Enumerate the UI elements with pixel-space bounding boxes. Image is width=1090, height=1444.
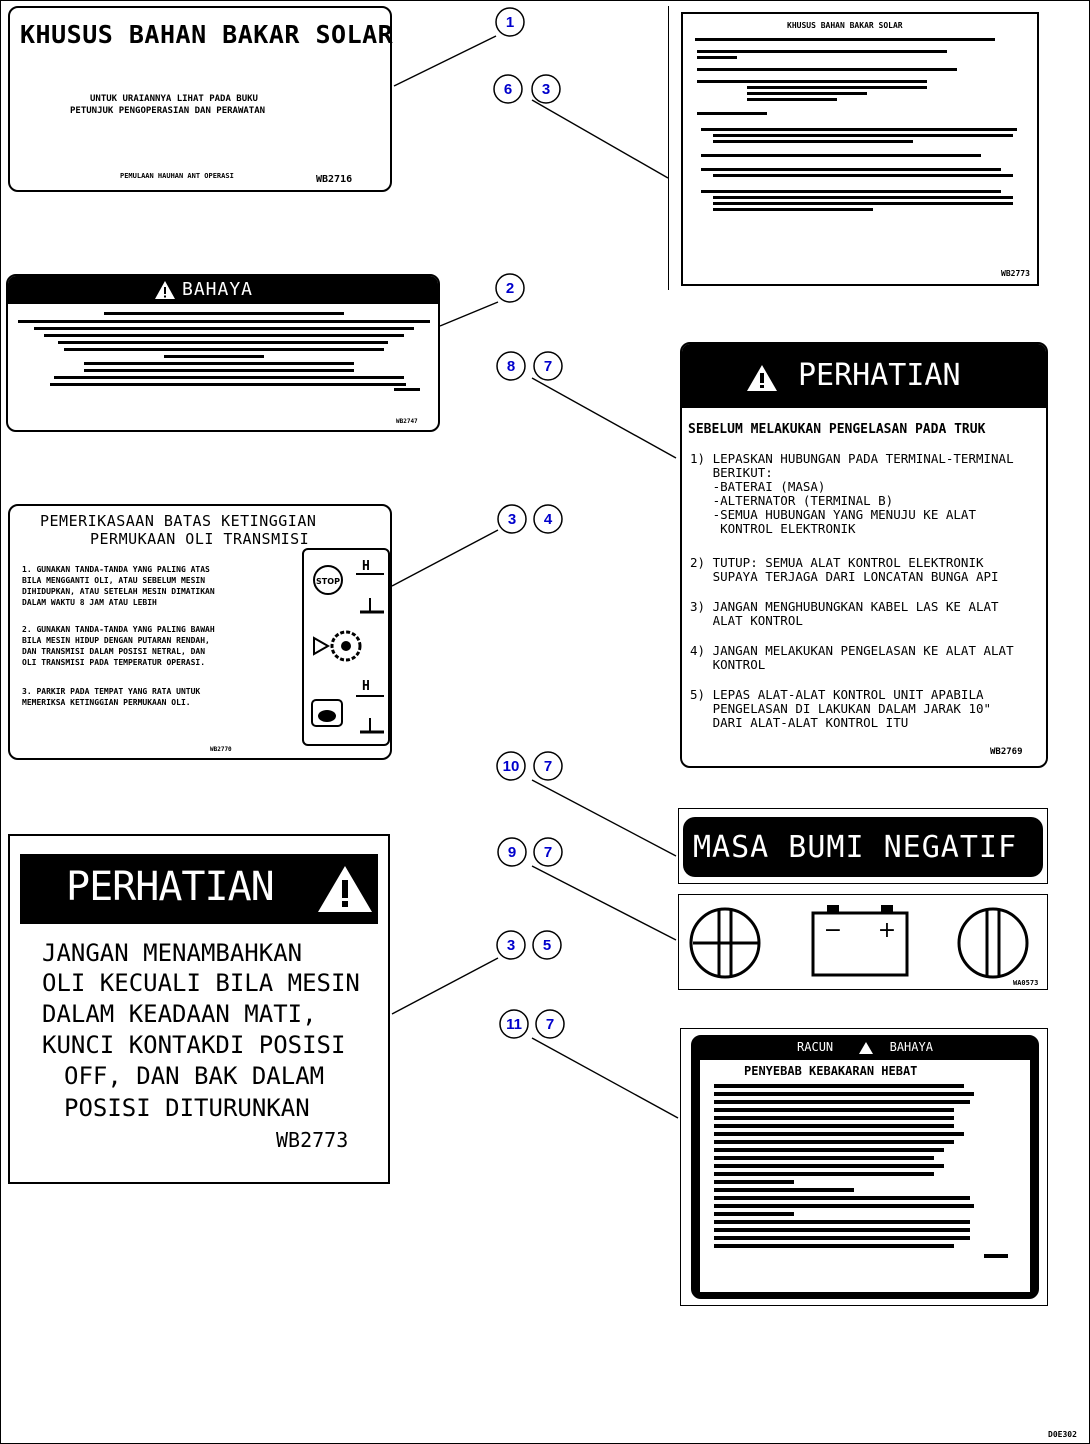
decal-oil-caution: [8, 834, 390, 1184]
caution-title: PERHATIAN: [66, 864, 274, 910]
decal-solar-instructions: [681, 12, 1039, 286]
poison-header-left: RACUN: [797, 1040, 834, 1054]
decal-footer: PEMULAAN HAUHAN ANT OPERASI: [120, 172, 234, 180]
decal-title: PEMERIKASAAN BATAS KETINGGIAN: [40, 512, 317, 530]
decal-text: 2. GUNAKAN TANDA-TANDA YANG PALING BAWAH BILA MESIN HIDUP DENGAN PUTARAN RENDAH, DAN TRANSMISI DALAM POSISI NETRAL, DAN OLI TRANSMISI PADA TEMPERATUR OPERASI.: [22, 625, 215, 667]
caution-line-2: OLI KECUALI BILA MESIN: [42, 969, 360, 997]
warning-triangle-icon: [746, 364, 778, 392]
battery-symbols: [679, 895, 1047, 989]
callout-10: 10: [502, 758, 520, 775]
instruction-fine-print: [693, 36, 1033, 266]
callout-1: 1: [505, 14, 515, 31]
engine-gear-icon: [314, 632, 360, 660]
warning-triangle-icon: [316, 864, 374, 914]
decal-code: WB2747: [396, 418, 418, 425]
decal-code: WA0573: [1013, 979, 1039, 987]
callout-11: 11: [506, 1016, 522, 1033]
oil-level-gauge-icon: [356, 559, 384, 612]
decal-code: WB2773: [1001, 269, 1030, 278]
svg-text:H: H: [362, 679, 370, 694]
callout-3: 3: [507, 511, 517, 528]
decal-welding-caution: [680, 342, 1048, 768]
callout-8: 8: [506, 358, 516, 375]
caution-line-6: POSISI DITURUNKAN: [64, 1094, 310, 1122]
svg-text:H: H: [362, 559, 370, 574]
plug-symbol-icon: [959, 909, 1027, 977]
negative-ground-title: MASA BUMI NEGATIF: [693, 830, 1018, 865]
caution-item-1: 1) LEPASKAN HUBUNGAN PADA TERMINAL-TERMINAL BERIKUT: -BATERAI (MASA) -ALTERNATOR (TERMINAL B) -SEMUA HUBUNGAN YANG MENUJU KE ALAT KONTROL ELEKTRONIK: [690, 451, 1014, 536]
callout-4: 4: [543, 511, 553, 528]
decal-title: KHUSUS BAHAN BAKAR SOLAR: [20, 20, 394, 49]
decal-battery-symbols: [678, 894, 1048, 990]
danger-title: BAHAYA: [182, 279, 254, 300]
decal-negative-ground: [678, 808, 1048, 884]
decal-code: WB2769: [990, 747, 1023, 757]
decal-line: UNTUK URAIANNYA LIHAT PADA BUKU: [90, 94, 258, 104]
caution-line-4: KUNCI KONTAKDI POSISI: [42, 1031, 346, 1059]
callout-7: 7: [543, 844, 553, 861]
caution-header: [682, 344, 1046, 408]
callout-7: 7: [545, 1016, 555, 1033]
caution-item-5: 5) LEPAS ALAT-ALAT KONTROL UNIT APABILA PENGELASAN DI LAKUKAN DALAM JARAK 10" DARI ALAT-ALAT KONTROL ITU: [690, 687, 992, 730]
caution-subtitle: SEBELUM MELAKUKAN PENGELASAN PADA TRUK: [688, 422, 986, 437]
callout-6: 6: [503, 81, 513, 98]
negative-ground-banner: [683, 817, 1043, 877]
callout-5: 5: [542, 937, 552, 954]
caution-line-3: DALAM KEADAAN MATI,: [42, 1000, 317, 1028]
svg-text:STOP: STOP: [316, 577, 340, 586]
danger-fine-print: [14, 310, 434, 420]
decal-code: WB2770: [210, 746, 232, 753]
decal-text: 3. PARKIR PADA TEMPAT YANG RATA UNTUK MEMERIKSA KETINGGIAN PERMUKAAN OLI.: [22, 687, 201, 707]
figure-code: D0E302: [1048, 1430, 1077, 1439]
decal-code: WB2716: [316, 174, 353, 185]
caution-item-4: 4) JANGAN MELAKUKAN PENGELASAN KE ALAT ALAT KONTROL: [690, 643, 1014, 672]
decal-code: WB2773: [276, 1128, 349, 1152]
decal-solar-fuel: [8, 6, 392, 192]
decal-title: PERMUKAAN OLI TRANSMISI: [90, 530, 310, 548]
decal-title: KHUSUS BAHAN BAKAR SOLAR: [787, 21, 903, 30]
poison-header-right: BAHAYA: [889, 1040, 933, 1054]
callout-2: 2: [505, 280, 515, 297]
caution-header: [20, 854, 378, 924]
callout-3: 3: [541, 81, 551, 98]
danger-header: [8, 276, 438, 304]
decal-danger: [6, 274, 440, 432]
caution-title: PERHATIAN: [798, 358, 961, 393]
battery-icon: [813, 905, 907, 975]
callout-7: 7: [543, 358, 553, 375]
poison-header: [692, 1040, 1038, 1055]
svg-text:−: −: [823, 918, 843, 943]
callout-7: 7: [543, 758, 553, 775]
poison-fine-print: [714, 1082, 1014, 1292]
callout-3: 3: [506, 937, 516, 954]
decal-line: PETUNJUK PENGOPERASIAN DAN PERAWATAN: [70, 106, 266, 116]
plug-symbol-icon: [691, 909, 759, 977]
caution-line-1: JANGAN MENAMBAHKAN: [42, 939, 303, 967]
caution-item-3: 3) JANGAN MENGHUBUNGKAN KABEL LAS KE ALAT ALAT KONTROL: [690, 599, 999, 628]
decal-transmission-oil-check: [8, 504, 392, 760]
decal-text: 1. GUNAKAN TANDA-TANDA YANG PALING ATAS BILA MENGGANTI OLI, ATAU SEBELUM MESIN DIHIDUPKAN, ATAU SETELAH MESIN DIMATIKAN DALAM WAKTU 8 JAM ATAU LEBIH: [22, 565, 215, 607]
warning-triangle-icon: [154, 280, 176, 300]
warning-triangle-icon: [858, 1041, 874, 1055]
decal-poison-danger: [691, 1035, 1039, 1299]
callout-9: 9: [507, 844, 517, 861]
svg-text:+: +: [877, 918, 897, 943]
caution-line-5: OFF, DAN BAK DALAM: [64, 1062, 325, 1090]
gauge-icons: [304, 550, 388, 744]
poison-subtitle: PENYEBAB KEBAKARAN HEBAT: [744, 1064, 918, 1078]
decal-poison-danger-wrapper: [680, 1028, 1048, 1306]
decal-solar-instructions-wrapper: [668, 6, 1053, 290]
caution-item-2: 2) TUTUP: SEMUA ALAT KONTROL ELEKTRONIK SUPAYA TERJAGA DARI LONCATAN BUNGA API: [690, 555, 999, 584]
level-indicator-panel: [302, 548, 390, 746]
poison-body: [700, 1060, 1030, 1292]
